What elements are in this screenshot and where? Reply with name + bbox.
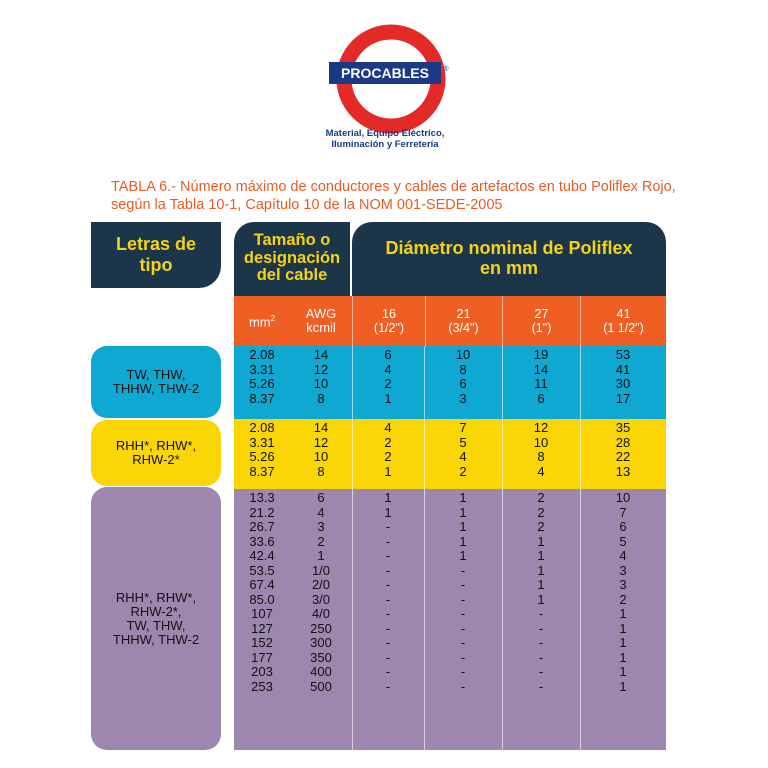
cell-d21: 1: [459, 533, 467, 549]
subheader-41mm-inch: (1 1/2"): [603, 321, 644, 335]
cell-mm2: 26.7: [249, 519, 275, 534]
cell-d27: 2: [537, 490, 545, 505]
cell-d41: 1: [619, 678, 627, 694]
cell-d41: 35: [615, 420, 631, 435]
cell-d27: -: [538, 649, 544, 665]
subheader-mm2: [234, 296, 290, 346]
group-3-label-line-4: THHW, THW-2: [112, 631, 200, 647]
cell-d41: 5: [619, 533, 627, 549]
cell-d21: 3: [459, 390, 467, 406]
cell-d27: 11: [534, 376, 548, 391]
header-diametro-line-2: en mm: [479, 258, 539, 278]
subheader-27mm-size: 27: [534, 307, 549, 321]
cell-d16: 2: [384, 434, 392, 450]
cell-d27: -: [538, 620, 544, 636]
cell-d21: 1: [459, 519, 467, 534]
cell-d21: 10: [455, 347, 471, 362]
cell-d16: -: [385, 577, 391, 592]
cell-mm2: 8.37: [249, 390, 275, 406]
cell-d21: 1: [459, 548, 467, 563]
cell-awg: 1: [317, 548, 325, 563]
subheader-awg-line-1: AWG: [305, 306, 337, 321]
cell-mm2: 3.31: [249, 434, 275, 450]
cell-awg: 4/0: [311, 606, 331, 621]
cell-d27: -: [538, 678, 544, 694]
cell-d41: 2: [619, 591, 627, 607]
group-3-label-line-2: RHW-2*,: [130, 603, 182, 619]
cell-mm2: 152: [251, 635, 273, 650]
cell-d41: 13: [615, 463, 631, 479]
group-1-label-line-1: TW, THW,: [126, 367, 186, 382]
cell-d21: -: [460, 635, 466, 650]
cell-d16: -: [385, 562, 391, 578]
cell-d16: 1: [384, 490, 392, 505]
cell-mm2: 5.26: [249, 376, 275, 391]
subheader-21mm-size: 21: [456, 307, 471, 321]
cell-d21: 4: [459, 449, 467, 464]
cell-d16: 1: [384, 390, 392, 406]
cell-d16: 1: [384, 504, 392, 520]
subheader-27mm-inch: (1"): [531, 321, 552, 335]
subheader-awg: [290, 296, 352, 346]
group-3-label-box: [91, 487, 221, 750]
cell-mm2: 5.26: [249, 449, 275, 464]
cell-d21: -: [460, 678, 466, 694]
subheader-16mm: [352, 296, 426, 346]
subheader-27mm: [503, 296, 581, 346]
group-1-label-line-2: THHW, THW-2: [112, 381, 200, 396]
cell-d41: 6: [619, 519, 627, 534]
cell-d16: -: [385, 548, 391, 563]
cell-d41: 7: [619, 504, 627, 520]
cell-d41: 17: [615, 390, 631, 406]
cell-d16: -: [385, 606, 391, 621]
cell-awg: 14: [313, 420, 329, 435]
subheader-mm2-base: mm: [248, 314, 271, 330]
cell-d41: 28: [615, 434, 631, 450]
cell-d41: 30: [615, 376, 631, 391]
cell-d41: 3: [619, 577, 627, 592]
cell-d16: 6: [384, 347, 392, 362]
cell-d27: 8: [537, 449, 545, 464]
cell-awg: 10: [313, 376, 329, 391]
table-title-line-2: según la Tabla 10-1, Capítulo 10 de la NOM 001-SEDE-2005: [111, 197, 503, 213]
table-title-line-1: TABLA 6.- Número máximo de conductores y cables de artefactos en tubo Poliflex Rojo,: [111, 179, 676, 195]
cell-awg: 2: [317, 533, 325, 549]
cell-awg: 14: [313, 347, 329, 362]
cell-d27: 2: [537, 519, 545, 534]
cell-d27: -: [538, 606, 544, 621]
subheader-41mm-size: 41: [616, 307, 631, 321]
cell-d21: 8: [459, 361, 467, 377]
procables-logo: [329, 22, 453, 140]
cell-d21: 1: [459, 504, 467, 520]
header-tamano-line-1: Tamaño o: [253, 231, 331, 249]
group-2-label-box: [91, 420, 221, 486]
cell-awg: 6: [317, 490, 325, 505]
group-2-label-line-2: RHW-2*: [132, 452, 180, 467]
cell-d41: 41: [615, 361, 631, 377]
cell-d41: 10: [615, 490, 631, 505]
cell-awg: 12: [313, 434, 329, 450]
cell-d41: 1: [619, 664, 627, 679]
logo-wordmark: PROCABLES: [341, 65, 429, 81]
cell-d16: -: [385, 635, 391, 650]
cell-d41: 1: [619, 620, 627, 636]
subheader-21mm-inch: (3/4"): [448, 321, 479, 335]
cell-d21: -: [460, 606, 466, 621]
cell-awg: 1/0: [311, 562, 331, 578]
header-diametro-line-1: Diámetro nominal de Poliflex: [385, 238, 633, 258]
cell-d41: 4: [619, 548, 627, 563]
cell-mm2: 127: [251, 620, 273, 636]
cell-mm2: 2.08: [249, 347, 275, 362]
cell-d21: -: [460, 577, 466, 592]
cell-d21: 6: [459, 376, 467, 391]
cell-d21: 1: [459, 490, 467, 505]
cell-d41: 1: [619, 649, 627, 665]
cell-d27: 6: [537, 390, 545, 406]
subheader-16mm-size: 16: [382, 307, 396, 321]
group-2-label-line-1: RHH*, RHW*,: [115, 438, 197, 453]
cell-d27: 1: [537, 548, 545, 563]
cell-d27: 1: [537, 591, 545, 607]
cell-d16: -: [385, 533, 391, 549]
cell-d16: -: [385, 678, 391, 694]
cell-mm2: 203: [251, 664, 273, 679]
cell-d27: -: [538, 664, 544, 679]
cell-d27: 19: [533, 347, 549, 362]
cell-d27: -: [538, 635, 544, 650]
cell-d16: 2: [384, 376, 392, 391]
cell-d27: 14: [533, 361, 549, 377]
header-letras-de-tipo: [91, 222, 221, 288]
cell-awg: 12: [313, 361, 329, 377]
logo-registered-mark: ®: [443, 66, 449, 73]
cell-awg: 400: [310, 664, 332, 679]
tagline-line-2: Iluminación y Ferretería: [331, 139, 439, 150]
cell-awg: 8: [317, 463, 325, 479]
subheader-16mm-inch: (1/2"): [373, 321, 405, 335]
cell-awg: 8: [317, 390, 325, 406]
subheader-mm2-sup: 2: [270, 314, 276, 324]
cell-d41: 53: [615, 347, 631, 362]
header-tamano-line-3: del cable: [256, 266, 328, 284]
cell-awg: 250: [310, 620, 332, 636]
cell-d41: 3: [619, 562, 627, 578]
cell-awg: 2/0: [311, 577, 331, 592]
group-3-label-line-3: TW, THW,: [126, 617, 186, 633]
cell-d41: 1: [619, 606, 627, 621]
header-diametro: [352, 222, 666, 296]
header-tamano: [234, 222, 350, 296]
cell-d21: -: [460, 562, 466, 578]
cell-mm2: 3.31: [249, 361, 275, 377]
cell-awg: 300: [310, 635, 332, 650]
cell-d27: 10: [533, 434, 549, 450]
cell-mm2: 107: [251, 606, 273, 621]
cell-mm2: 8.37: [249, 463, 275, 479]
subheader-awg-line-2: kcmil: [306, 320, 336, 335]
cell-d21: -: [460, 620, 466, 636]
cell-d21: 2: [459, 463, 467, 479]
cell-d16: 1: [384, 463, 392, 479]
cell-d27: 1: [537, 562, 545, 578]
cell-d16: -: [385, 591, 391, 607]
cell-mm2: 53.5: [249, 562, 275, 578]
cell-d21: 5: [459, 434, 467, 450]
cell-d16: 4: [384, 361, 392, 377]
header-letras-line-2: tipo: [139, 255, 173, 275]
group-3-label-line-1: RHH*, RHW*,: [115, 589, 197, 605]
cell-d21: 7: [459, 420, 467, 435]
cell-mm2: 42.4: [249, 548, 275, 563]
cell-awg: 4: [317, 504, 325, 520]
cell-d21: -: [460, 664, 466, 679]
cell-mm2: 177: [251, 649, 273, 665]
cell-d16: -: [385, 620, 391, 636]
cell-awg: 350: [310, 649, 332, 665]
cell-d16: 2: [384, 449, 392, 464]
cell-d16: 4: [384, 420, 392, 435]
cell-d41: 1: [619, 635, 627, 650]
cell-mm2: 253: [251, 678, 273, 694]
cell-d16: -: [385, 664, 391, 679]
cell-mm2: 33.6: [249, 533, 275, 549]
cell-awg: 3/0: [311, 591, 331, 607]
cell-awg: 10: [313, 449, 329, 464]
cell-d21: -: [460, 591, 466, 607]
cell-d27: 1: [537, 533, 545, 549]
cell-mm2: 85.0: [249, 591, 275, 607]
cell-d27: 12: [533, 420, 549, 435]
cell-awg: 500: [310, 678, 332, 694]
subheader-41mm: [581, 296, 666, 346]
header-letras-line-1: Letras de: [115, 234, 197, 254]
cell-mm2: 2.08: [249, 420, 275, 435]
cell-d41: 22: [615, 449, 631, 464]
cell-mm2: 13.3: [249, 490, 275, 505]
cell-mm2: 67.4: [249, 577, 275, 592]
cell-d21: -: [460, 649, 466, 665]
group-1-label-box: [91, 346, 221, 418]
cell-mm2: 21.2: [249, 504, 275, 520]
cell-d16: -: [385, 649, 391, 665]
cell-d27: 4: [537, 463, 545, 479]
cell-d27: 2: [537, 504, 545, 520]
subheader-21mm: [425, 296, 503, 346]
cell-awg: 3: [317, 519, 325, 534]
cell-d27: 1: [537, 577, 545, 592]
header-tamano-line-2: designación: [243, 248, 341, 267]
cell-d16: -: [385, 519, 391, 534]
tagline-line-1: Material, Equipo Eléctrico,: [325, 128, 445, 139]
